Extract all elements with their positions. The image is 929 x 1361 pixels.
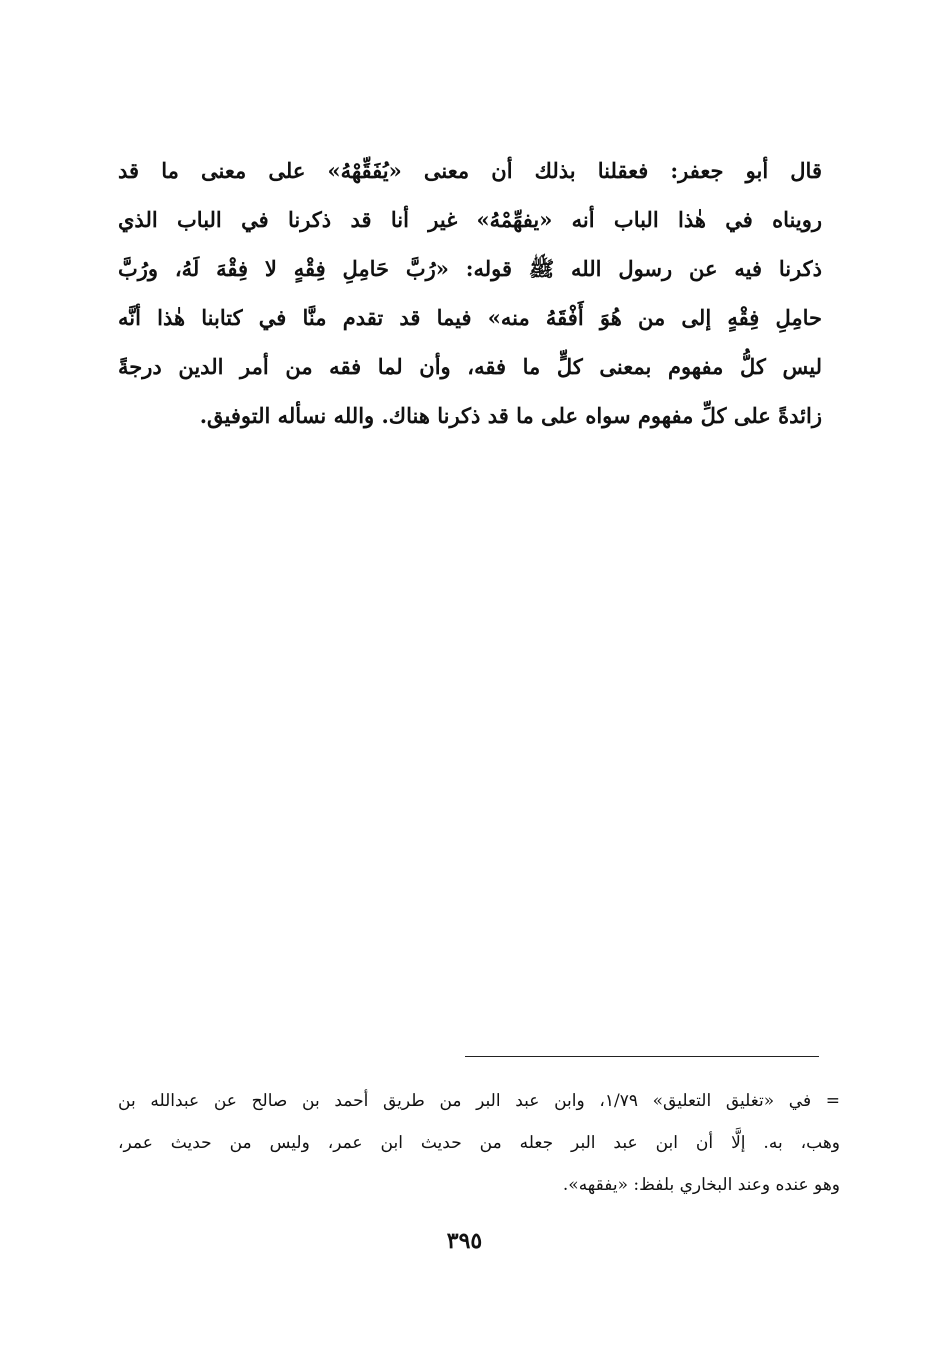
page-number: ٣٩٥: [446, 1228, 483, 1254]
main-text-block: [118, 146, 822, 440]
footnote-line: وهو عنده وعند البخاري بلفظ: «يفقهه».: [562, 1175, 840, 1195]
footnote-divider: [465, 1056, 819, 1057]
footnote-line: وهب، به. إلَّا أن ابن عبد البر جعله من حديث ابن عمر، وليس من حديث عمر،: [118, 1133, 840, 1153]
main-text-line: زائدةً على كلِّ مفهوم سواه على ما قد ذكرنا هناك. والله نسأله التوفيق.: [199, 403, 822, 428]
main-text-line: حامِلِ فِقْهٍ إلى من هُوَ أَفْقَهُ منه» فيما قد تقدم منَّا في كتابنا هٰذا أنَّه: [118, 305, 822, 330]
footnote-line: = في «تغليق التعليق» ١/٧٩، وابن عبد البر من طريق أحمد بن صالح عن عبدالله بن: [118, 1091, 840, 1111]
footnotes-block: [118, 1080, 840, 1206]
main-text-line: ليس كلُّ مفهوم بمعنى كلٍّ ما فقه، وأن لما فقه من أمر الدين درجةً: [118, 354, 822, 379]
main-text-line: رويناه في هٰذا الباب أنه «يفهِّمْهُ» غير أنا قد ذكرنا في الباب الذي: [118, 207, 822, 232]
main-text-line: ذكرنا فيه عن رسول الله ﷺ قوله: «رُبَّ حَامِلِ فِقْهٍ لا فِقْهَ لَهُ، ورُبَّ: [118, 256, 822, 281]
main-text-line: قال أبو جعفر: فعقلنا بذلك أن معنى «يُفَقِّهْهُ» على معنى ما قد: [118, 158, 822, 183]
